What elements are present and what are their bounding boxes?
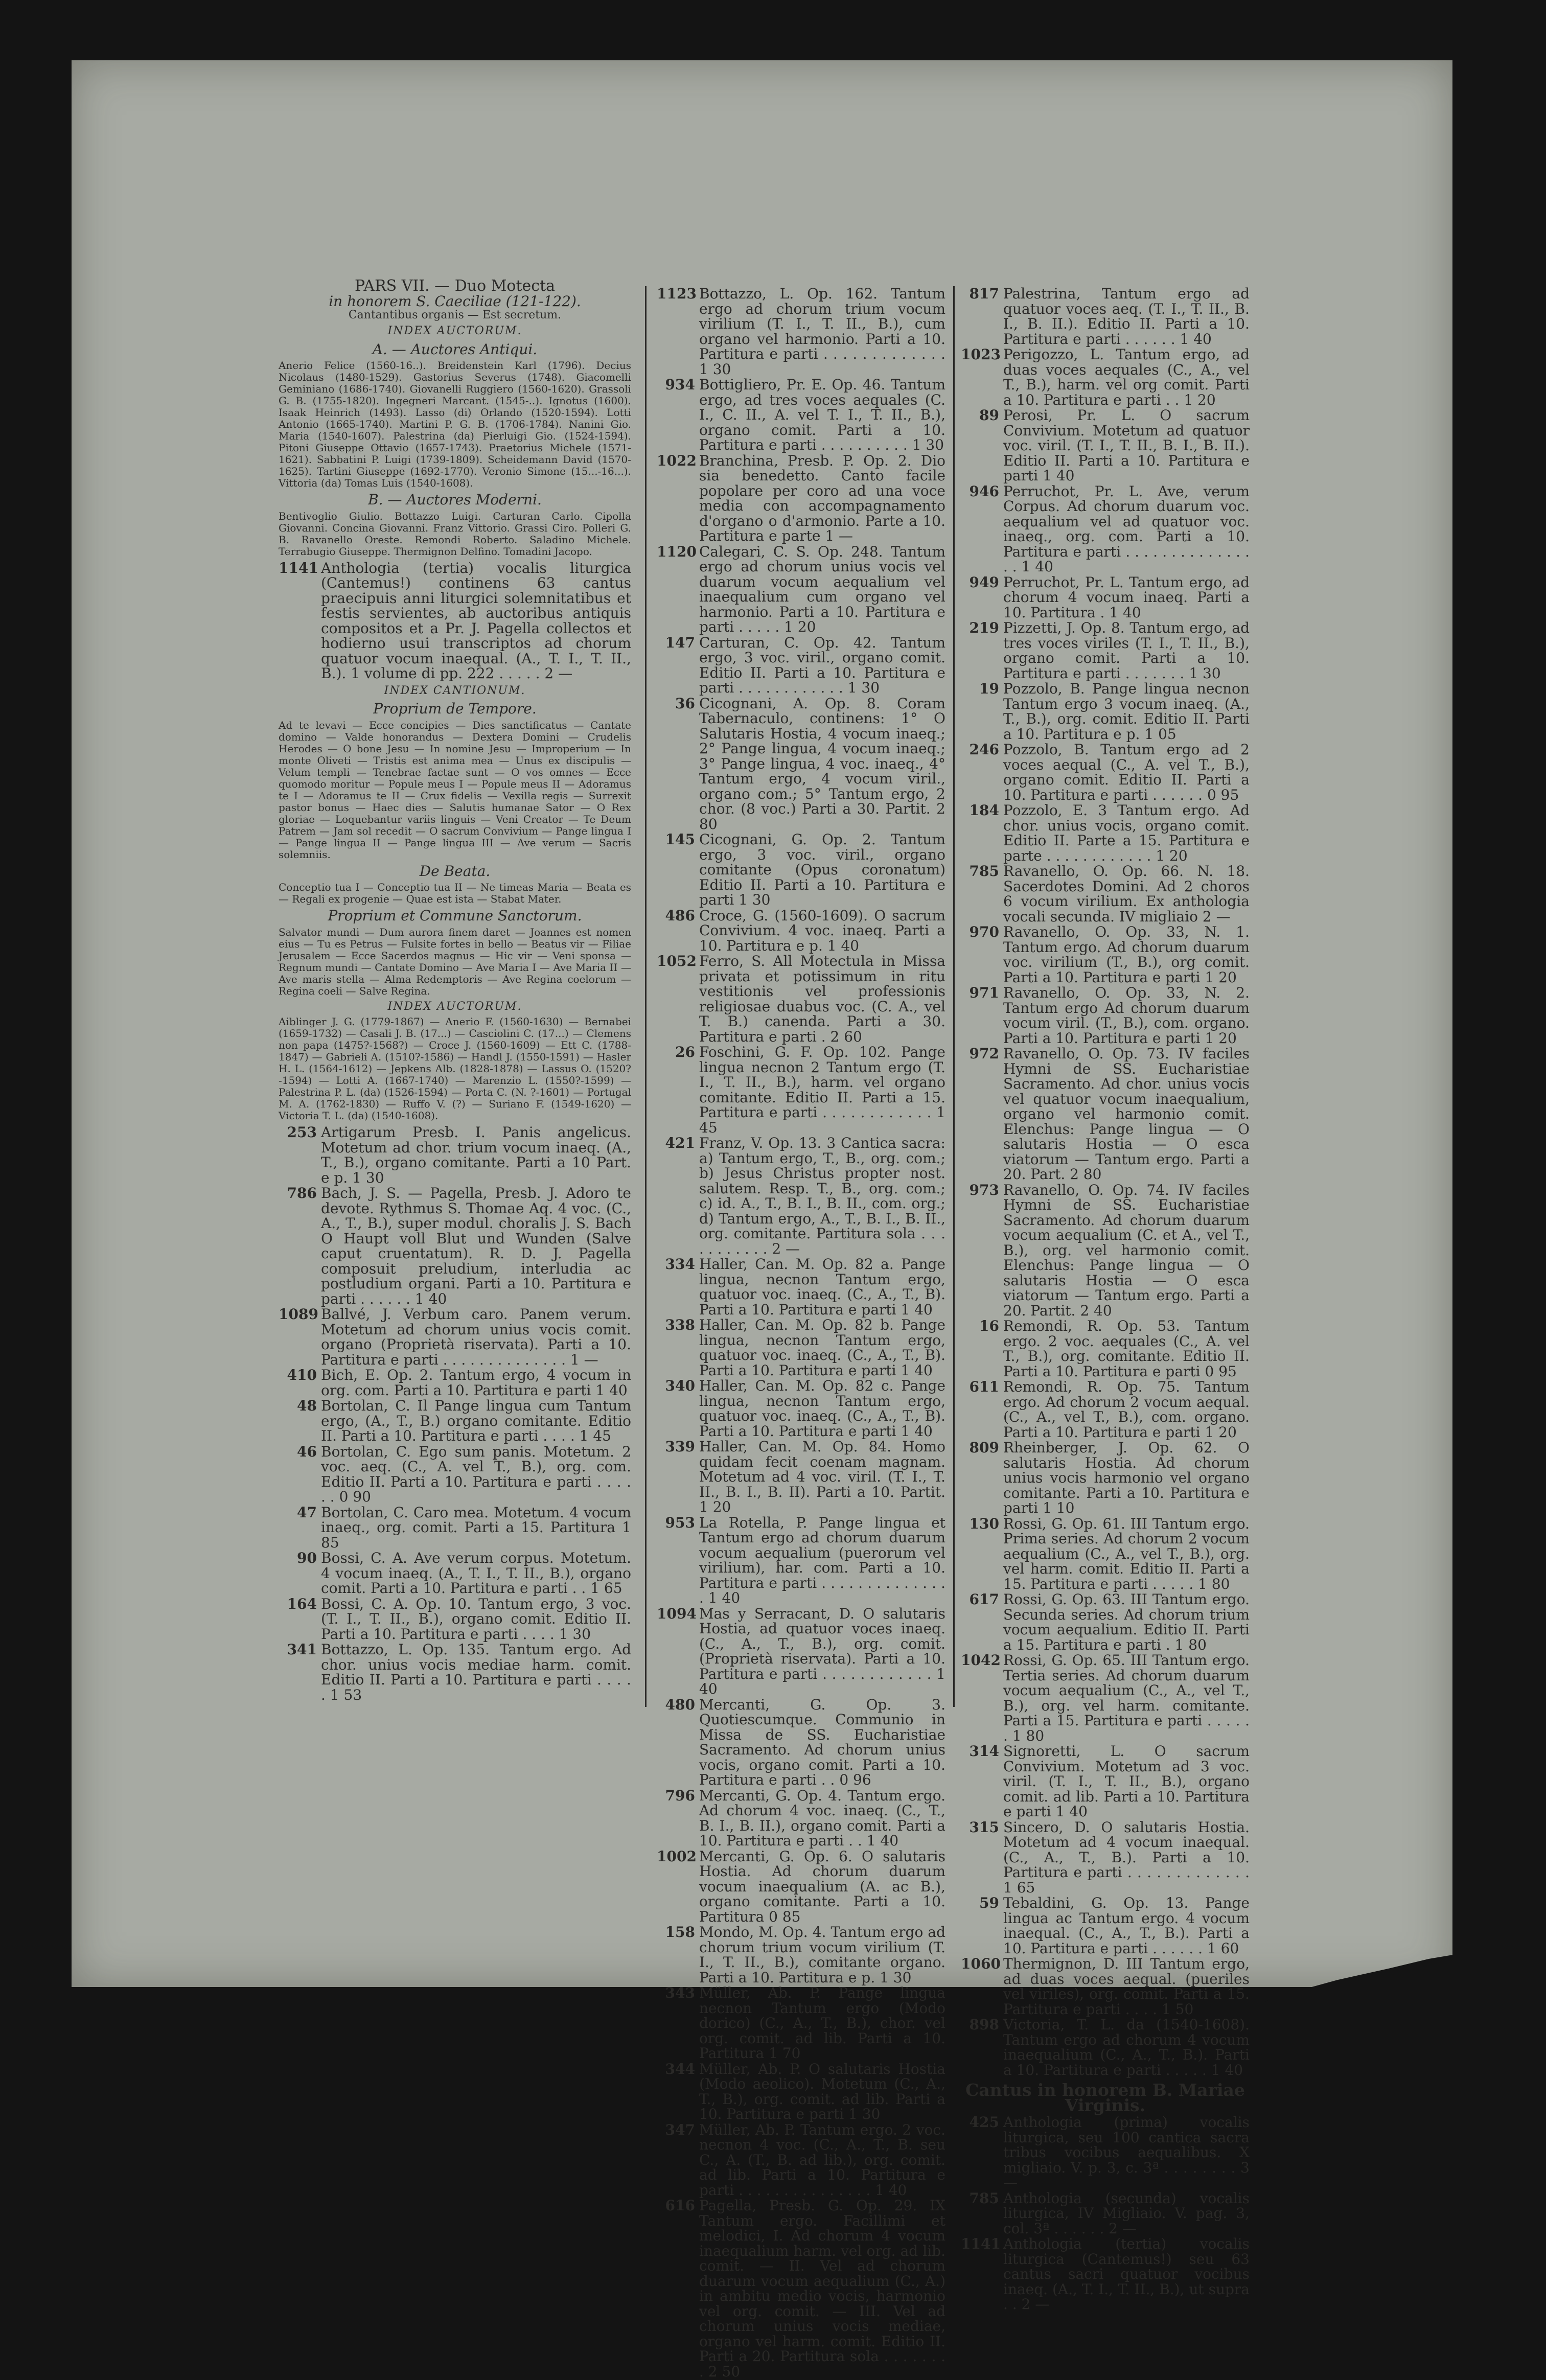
list-item: [961, 1896, 1250, 1956]
list-item: [961, 1440, 1250, 1516]
entry-text: Cicognani, A. Op. 8. Coram Tabernaculo, continens: 1° O Salutaris Hostia, 4 vocum inaeq.; 2° Pange lingua, 4 vocum inaeq.; 3° Pange lingua, 4 voc. inaeq., 4° Tantum ergo, 4 vocum viril., organo com.; 5° Tantum ergo, 2 chor. (8 voc.) Parti a 30. Partit. 2 80: [699, 695, 945, 833]
list-item: [279, 1505, 631, 1551]
catalog-number: 347: [665, 2121, 695, 2138]
entry-text: Bottigliero, Pr. E. Op. 46. Tantum ergo, ad tres voces aequales (C. I., C. II., A. vel T. I., T. II., B.), organo comit. Parti a 10. Partitura e parti . . . . . . . . . . 1 30: [699, 376, 945, 453]
entry-text: Tebaldini, G. Op. 13. Pange lingua ac Tantum ergo. 4 vocum inaequal. (C., A., T., B.). Parti a 10. Partitura e parti . . . . . . 1 60: [1003, 1894, 1250, 1957]
catalog-number: 47: [297, 1504, 317, 1521]
catalog-number: 36: [675, 695, 695, 712]
entry-text: Perruchot, Pr. L. Tantum ergo, ad chorum 4 vocum inaeq. Parti a 10. Partitura . 1 40: [1003, 573, 1250, 621]
list-item: [961, 2017, 1250, 2077]
catalog-number: 934: [665, 376, 695, 393]
entry-text: Cicognani, G. Op. 2. Tantum ergo, 3 voc. viril., organo comitante (Opus coronatum) Editio II. Parti a 10. Partitura e parti 1 30: [699, 831, 945, 908]
entry-text: Mercanti, G. Op. 3. Quotiescumque. Communio in Missa de SS. Eucharistiae Sacramento. Ad chorum unius vocis, organo comit. Parti a 10. Partitura e parti . . 0 96: [699, 1696, 945, 1788]
entry-text: Bich, E. Op. 2. Tantum ergo, 4 vocum in org. com. Parti a 10. Partitura e parti 1 40: [321, 1367, 631, 1399]
list-item: [657, 1378, 945, 1439]
catalog-number: 158: [665, 1924, 695, 1940]
list-item: [657, 1788, 945, 1848]
catalog-number: 616: [665, 2197, 695, 2214]
col3-entry-list: [961, 286, 1250, 2077]
entry-text: Bossi, C. A. Op. 10. Tantum ergo, 3 voc. (T. I., T. II., B.), organo comit. Editio II. Parti a 10. Partitura e parti . . . . 1 30: [321, 1595, 631, 1643]
catalog-number: 314: [969, 1743, 999, 1760]
entry-text: Bottazzo, L. Op. 162. Tantum ergo ad chorum trium vocum virilium (T. I., T. II., B.), cum organo vel harmonio. Parti a 10. Partitura e parti . . . . . . . . . . . . . 1 30: [699, 285, 945, 378]
catalog-number: 617: [969, 1591, 999, 1608]
list-item: [279, 1444, 631, 1505]
auctores-antiqui-list: Anerio Felice (1560-16..). Breidenstein Karl (1796). Decius Nicolaus (1480-1529). Gastorius Severus (1748). Giacomelli Geminiano (1686-1740). Giovanelli Ruggiero (1560-1620). Grassoli G. B. (1755-1820). Ingegneri Marcant. (1545-..). Ignotus (1600). Isaak Heinrich (1493). Lasso (di) Orlando (1520-1594). Lotti Antonio (1665-1740). Martini P. G. B. (1706-1784). Nanini Gio. Maria (1540-1607). Palestrina (da) Pierluigi Gio. (1524-1594). Pitoni Giuseppe Ottavio (1657-1743). Praetorius Michele (1571-1621). Sabbatini P. Luigi (1739-1809). Scheidemann David (1570-1625). Tartini Giuseppe (1692-1770). Veronio Simone (15...-16...). Vittoria (da) Tomas Luis (1540-1608).: [279, 359, 631, 489]
entry-text: Palestrina, Tantum ergo ad quatuor voces aeq. (T. I., T. II., B. I., B. II.). Editio II. Parti a 10. Partitura e parti . . . . . . 1 40: [1003, 285, 1250, 348]
list-item: [657, 1925, 945, 1985]
catalog-number: 334: [665, 1256, 695, 1273]
catalog-number: 340: [665, 1377, 695, 1394]
entry-text: Croce, G. (1560-1609). O sacrum Convivium. 4 voc. inaeq. Parti a 10. Partitura e p. 1 40: [699, 907, 945, 954]
catalog-number: 817: [969, 285, 999, 302]
list-item: [657, 286, 945, 377]
list-item: [279, 1398, 631, 1444]
entry-text: Pozzolo, E. 3 Tantum ergo. Ad chor. unius vocis, organo comit. Editio II. Parte a 15. Partitura e parte . . . . . . . . . . . . 1 20: [1003, 802, 1250, 864]
entry-text: Branchina, Presb. P. Op. 2. Dio sia benedetto. Canto facile popolare per coro ad una voce media con accompagnamento d'organo o d'armonio. Parte a 10. Partitura e parte 1 —: [699, 452, 945, 544]
catalog-number: 1060: [961, 1955, 1001, 1972]
catalog-number: 973: [969, 1181, 999, 1198]
entry-text: Anthologia (prima) vocalis liturgica, seu 100 cantica sacra tribus vocibus aequalibus. X migliaio. V. p. 3, c. 3ª . . . . . . . . 3 —: [1003, 2114, 1250, 2191]
catalog-number: 1141: [279, 559, 318, 576]
entry-text: Thermignon, D. III Tantum ergo, ad duas voces aequal. (pueriles vel viriles), org. comit. Parti a 15. Partitura e parti . . . . 1 50: [1003, 1955, 1250, 2018]
list-item: [961, 1319, 1250, 1379]
mariae-entry-list: [961, 2115, 1250, 2312]
catalog-number: 949: [969, 573, 999, 591]
index-auctorum2-title: INDEX AUCTORUM.: [387, 1000, 522, 1013]
catalog-number: 147: [665, 634, 695, 651]
entry-text: Carturan, C. Op. 42. Tantum ergo, 3 voc. viril., organo comit. Editio II. Parti a 10. Partitura e parti . . . . . . . . . . . . 1 30: [699, 634, 945, 696]
catalog-number: 219: [969, 619, 999, 636]
entry-text: Remondi, R. Op. 75. Tantum ergo. Ad chorum 2 vocum aequal. (C., A., vel T., B.), com. organo. Parti a 10. Partitura e parti 1 20: [1003, 1378, 1250, 1441]
list-item: [961, 1046, 1250, 1182]
auctores-antiqui-title: A. — Auctores Antiqui.: [372, 340, 538, 358]
list-item: [657, 544, 945, 635]
catalog-number: 425: [969, 2114, 999, 2131]
catalog-number: 16: [979, 1318, 999, 1334]
index-cantionum-title: INDEX CANTIONUM.: [384, 684, 526, 697]
list-item: [961, 864, 1250, 924]
list-item: [961, 1183, 1250, 1319]
list-item: [961, 2115, 1250, 2190]
entry-text: Remondi, R. Op. 53. Tantum ergo. 2 voc. aequales (C., A. vel T., B.), org. comitante. Editio II. Parti a 10. Partitura e parti 0 95: [1003, 1318, 1250, 1380]
entry-text: Haller, Can. M. Op. 82 c. Pange lingua, necnon Tantum ergo, quatuor voc. inaeq. (C., A., T., B). Parti a 10. Partitura e parti 1 40: [699, 1377, 945, 1440]
catalog-number: 338: [665, 1316, 695, 1333]
list-item: [279, 1597, 631, 1642]
entry-text: Haller, Can. M. Op. 82 b. Pange lingua, necnon Tantum ergo, quatuor voc. inaeq. (C., A., T., B). Parti a 10. Partitura e parti 1 40: [699, 1316, 945, 1379]
catalog-number: 785: [969, 2189, 999, 2207]
list-item: [657, 2122, 945, 2198]
entry-text: Victoria, T. L. da (1540-1608). Tantum ergo ad chorum 4 vocum inaequalium (C., A., T., B.). Parti a 10. Partitura e parti . . . . . 1 40: [1003, 2016, 1250, 2078]
catalog-number: 339: [665, 1438, 695, 1455]
list-item: [961, 1516, 1250, 1592]
entry-text: Ravanello, O. Op. 33, N. 2. Tantum ergo Ad chorum duarum vocum viril. (T., B.), com. organo. Parti a 10. Partitura e parti 1 20: [1003, 984, 1250, 1047]
list-item: [657, 1985, 945, 2061]
entry-text: Pizzetti, J. Op. 8. Tantum ergo, ad tres voces viriles (T. I., T. II., B.), organo comit. Parti a 10. Partitura e parti . . . . . . . 1 30: [1003, 619, 1250, 682]
entry-text: Mercanti, G. Op. 4. Tantum ergo. Ad chorum 4 voc. inaeq. (C., T., B. I., B. II.), organo comit. Parti a 10. Partitura e parti . . 1 40: [699, 1787, 945, 1849]
catalog-number: 184: [969, 802, 999, 819]
entry-text: Haller, Can. M. Op. 82 a. Pange lingua, necnon Tantum ergo, quatuor voc. inaeq. (C., A., T., B). Parti a 10. Partitura e parti 1 40: [699, 1256, 945, 1318]
catalog-number: 1089: [279, 1306, 318, 1323]
column-rule-1: [645, 286, 647, 1707]
column-rule-2: [953, 286, 955, 1707]
entry-text: Pozzolo, B. Pange lingua necnon Tantum ergo 3 vocum inaeq. (A., T., B.), org. comit. Editio II. Parti a 10. Partitura e p. 1 05: [1003, 680, 1250, 743]
catalog-number: 90: [297, 1550, 317, 1566]
entry-text: La Rotella, P. Pange lingua et Tantum ergo ad chorum duarum vocum aequalium (puerorum vel virilium), har. com. Parti a 10. Partitura e parti . . . . . . . . . . . . . . . 1 40: [699, 1514, 945, 1606]
catalog-number: 972: [969, 1045, 999, 1062]
list-item: [961, 2236, 1250, 2312]
catalog-number: 341: [287, 1641, 317, 1658]
catalog-number: 343: [665, 1984, 695, 2001]
catalog-number: 48: [297, 1397, 317, 1414]
list-item: [657, 1257, 945, 1317]
list-item: [657, 908, 945, 954]
catalog-number: 970: [969, 923, 999, 940]
entry-text: Pagella, Presb. G. Op. 29. IX Tantum ergo. Facillimi et melodici, I. Ad chorum 4 vocum inaequalium harm. vel org. ad lib. comit. — II. Vel ad chorum duarum vocum aequalium (C., A.) in ambitu medio vocis, harmonio vel org. comit. — III. Vel ad chorum unius vocis mediae, organo vel harm. comit. Editio II. Parti a 20. Partitura sola . . . . . . . . 2 50: [699, 2197, 945, 2380]
entry-text: Mercanti, G. Op. 6. O salutaris Hostia. Ad chorum duarum vocum inaequalium (A. ac B.), organo comitante. Parti a 10. Partitura 0 85: [699, 1847, 945, 1925]
catalog-number: 253: [287, 1124, 317, 1141]
list-item: [657, 1515, 945, 1606]
entry-text: Foschini, G. F. Op. 102. Pange lingua necnon 2 Tantum ergo (T. I., T. II., B.), harm. vel organo comitante. Editio II. Parti a 15. Partitura e parti . . . . . . . . . . . . 1 45: [699, 1044, 945, 1136]
catalog-number: 145: [665, 831, 695, 848]
catalog-number: 1042: [961, 1652, 1001, 1669]
list-item: [279, 1125, 631, 1185]
list-item: [657, 1606, 945, 1697]
entry-text: Bortolan, C. Ego sum panis. Motetum. 2 voc. aeq. (C., A. vel T., B.), org. com. Editio II. Parti a 10. Partitura e parti . . . . . . 0 90: [321, 1443, 631, 1505]
entry-text: Rossi, G. Op. 61. III Tantum ergo. Prima series. Ad chorum 2 vocum aequalium (C., A., vel T., B.), org. vel harm. comit. Editio II. Parti a 15. Partitura e parti . . . . . 1 80: [1003, 1515, 1250, 1592]
list-item: [657, 1318, 945, 1378]
list-item: [961, 347, 1250, 407]
catalog-number: 1120: [657, 543, 697, 560]
entry-text: Bach, J. S. — Pagella, Presb. J. Adoro te devote. Rythmus S. Thomae Aq. 4 voc. (C., A., T., B.), super modul. choralis J. S. Bach O Haupt voll Blut und Wunden (Salve caput cruentatum). R. D. J. Pagella composuit preludium, interludia ac postludium organi. Parti a 10. Partitura e parti . . . . . . 1 40: [321, 1185, 631, 1307]
list-item: [657, 2062, 945, 2122]
entry-text: Müller, Ab. P. Pange lingua necnon Tantum ergo (Modo dorico) (C., A., T., B.), chor. vel org. comit. ad lib. Parti a 10. Partitura 1 70: [699, 1984, 945, 2062]
list-item: [961, 2191, 1250, 2236]
catalog-number: 46: [297, 1443, 317, 1460]
list-item: [657, 2198, 945, 2379]
list-item: [961, 985, 1250, 1046]
catalog-number: 611: [969, 1378, 999, 1395]
entry-text: Ballvé, J. Verbum caro. Panem verum. Motetum ad chorum unius vocis comit. organo (Proprietà riservata). Parti a 10. Partitura e parti . . . . . . . . . . . . . . 1 —: [321, 1306, 631, 1368]
catalog-number: 785: [969, 863, 999, 880]
list-item: [657, 1045, 945, 1135]
auctorum2-list: Aiblinger J. G. (1779-1867) — Anerio F. (1560-1630) — Bernabei (1659-1732) — Casali J. B. (17...) — Casciolini C. (17...) — Clemens non papa (1475?-1568?) — Croce J. (1560-1609) — Ett C. (1788-1847) — Gabrieli A. (1510?-1586) — Handl J. (1550-1591) — Hasler H. L. (1564-1612) — Jepkens Alb. (1828-1878) — Lassus O. (1520?-1594) — Lotti A. (1667-1740) — Marenzio L. (1550?-1599) — Palestrina P. L. (da) (1526-1594) — Porta C. (N. ?-1601) — Portugal M. A. (1762-1830) — Ruffo V. (?) — Suriano F. (1549-1620) — Victoria T. L. (da) (1540-1608).: [279, 1015, 631, 1122]
catalog-number: 1023: [961, 346, 1001, 363]
list-item: [961, 681, 1250, 742]
catalog-number: 953: [665, 1514, 695, 1531]
catalog-number: 315: [969, 1818, 999, 1836]
beata-list: Conceptio tua I — Conceptio tua II — Ne timeas Maria — Beata es — Regali ex progenie — Quae est ista — Stabat Mater.: [279, 881, 631, 905]
entry-text: Pozzolo, B. Tantum ergo ad 2 voces aequal (C., A. vel T., B.), organo comit. Editio II. Parti a 10. Partitura e parti . . . . . . 0 95: [1003, 741, 1250, 803]
mariae-section-title: Cantus in honorem B. Mariae Virginis.: [965, 2080, 1245, 2115]
entry-text: Müller, Ab. P. Tantum ergo. 2 voc. necnon 4 voc. (C., A., T., B. seu C., A. (T., B. ad lib.), org. comit. ad lib. Parti a 10. Partitura e parti . . . . . . . . . . . . . . . 1 40: [699, 2121, 945, 2199]
entry-text: Bottazzo, L. Op. 135. Tantum ergo. Ad chor. unius vocis mediae harm. comit. Editio II. Parti a 10. Partitura e parti . . . . . 1 53: [321, 1641, 631, 1703]
entry-text: Bossi, C. A. Ave verum corpus. Motetum. 4 vocum inaeq. (A., T. I., T. II., B.), organo comit. Parti a 10. Partitura e parti . . 1 65: [321, 1550, 631, 1597]
entry-text: Ferro, S. All Motectula in Missa privata et potissimum in ritu vestitionis vel professionis religiosae duabus voc. (C. A., vel T. B.) canenda. Parti a 30. Partitura e parti . 2 60: [699, 953, 945, 1045]
catalog-number: 1094: [657, 1605, 697, 1622]
list-item: [279, 561, 631, 681]
list-item: [657, 377, 945, 453]
entry-text: Anthologia (secunda) vocalis liturgica, IV Migliaio. V. pag. 3, col. 3ª . . . . . . 2 —: [1003, 2189, 1250, 2237]
catalog-number: 898: [969, 2016, 999, 2033]
column-1: [279, 279, 631, 1703]
catalog-number: 809: [969, 1439, 999, 1456]
catalog-number: 946: [969, 482, 999, 500]
list-item: [279, 1186, 631, 1306]
entry-text: Perruchot, Pr. L. Ave, verum Corpus. Ad chorum duarum voc. aequalium vel ad quatuor voc. inaeq., org. com. Parti a 10. Partitura e parti . . . . . . . . . . . . . . . . 1 40: [1003, 482, 1250, 575]
list-item: [961, 803, 1250, 863]
entry-text: Artigarum Presb. I. Panis angelicus. Motetum ad chor. trium vocum inaeq. (A., T., B.), organo comitante. Parti a 10 Part. e p. 1 30: [321, 1124, 631, 1186]
catalog-number: 1141: [961, 2235, 1001, 2252]
entry-text: Signoretti, L. O sacrum Convivium. Motetum ad 3 voc. viril. (T. I., T. II., B.), organo comit. ad lib. Parti a 10. Partitura e parti 1 40: [1003, 1743, 1250, 1820]
proprium-sanctorum-title: Proprium et Commune Sanctorum.: [328, 907, 582, 924]
tempore-list: Ad te levavi — Ecce concipies — Dies sanctificatus — Cantate domino — Valde honorandus — Dextera Domini — Crudelis Herodes — O bone Jesu — In nomine Jesu — Improperium — In monte Oliveti — Tristis est anima mea — Unus ex discipulis — Velum templi — Tenebrae factae sunt — O vos omnes — Ecce quomodo moritur — Popule meus I — Popule meus II — Adoramus te I — Adoramus te II — Crux fidelis — Vexilla regis — Surrexit pastor bonus — Haec dies — Salutis humanae Sator — O Rex gloriae — Loquebantur variis linguis — Veni Creator — Te Deum Patrem — Jam sol recedit — O sacrum Convivium — Pange lingua I — Pange lingua II — Pange lingua III — Ave verum — Sacris solemniis.: [279, 719, 631, 861]
entry-text: Perigozzo, L. Tantum ergo, ad duas voces aequales (C., A., vel T., B.), harm. vel org comit. Parti a 10. Partitura e parti . . 1 20: [1003, 346, 1250, 408]
entry-text: Ravanello, O. Op. 66. N. 18. Sacerdotes Domini. Ad 2 choros 6 vocum virilium. Ex anthologia vocali secunda. IV migliaio 2 —: [1003, 863, 1250, 925]
list-item: [657, 1849, 945, 1925]
entry-text: Rheinberger, J. Op. 62. O salutaris Hostia. Ad chorum unius vocis harmonio vel organo comitante. Parti a 10. Partitura e parti 1 10: [1003, 1439, 1250, 1516]
list-item: [961, 1379, 1250, 1440]
catalog-number: 486: [665, 907, 695, 924]
list-item: [961, 1653, 1250, 1743]
catalog-number: 19: [979, 680, 999, 697]
entry-text: Sincero, D. O salutaris Hostia. Motetum ad 4 vocum inaequal. (C., A., T., B.). Parti a 10. Partitura e parti . . . . . . . . . . . . . 1 65: [1003, 1818, 1250, 1896]
entry-text: Calegari, C. S. Op. 248. Tantum ergo ad chorum unius vocis vel duarum vocum aequalium vel inaequalium cum organo vel harmonio. Parti a 10. Partitura e parti . . . . . 1 20: [699, 543, 945, 635]
cantantibus-line: Cantantibus organis — Est secretum.: [348, 309, 562, 321]
entry-text: Mas y Serracant, D. O salutaris Hostia, ad quatuor voces inaeq. (C., A., T., B.), org. comit. (Proprietà riservata). Parti a 10. Partitura e parti . . . . . . . . . . . . 1 40: [699, 1605, 945, 1697]
catalog-number: 786: [287, 1185, 317, 1201]
entry-text: Perosi, Pr. L. O sacrum Convivium. Motetum ad quatuor voc. viril. (T. I., T. II., B. I., B. II.). Editio II. Parti a 10. Partitura e parti 1 40: [1003, 407, 1250, 484]
catalog-number: 164: [287, 1595, 317, 1612]
list-item: [657, 1136, 945, 1256]
catalog-number: 421: [665, 1135, 695, 1151]
catalog-number: 410: [287, 1367, 317, 1383]
catalog-number: 1002: [657, 1847, 697, 1865]
list-item: [961, 1820, 1250, 1896]
entry-text: Haller, Can. M. Op. 84. Homo quidam fecit coenam magnam. Motetum ad 4 voc. viril. (T. I., T. II., B. I., B. II). Parti a 10. Partit. 1 20: [699, 1438, 945, 1515]
column-3: [961, 286, 1250, 2313]
list-item: [279, 1368, 631, 1398]
list-item: [961, 742, 1250, 802]
list-item: [657, 696, 945, 832]
catalog-number: 1123: [657, 285, 697, 302]
proprium-tempore-title: Proprium de Tempore.: [373, 700, 537, 717]
catalog-number: 246: [969, 741, 999, 758]
entry-text: Mondo, M. Op. 4. Tantum ergo ad chorum trium vocum virilium (T. I., T. II., B.), comitante organo. Parti a 10. Partitura e p. 1 30: [699, 1924, 945, 1986]
catalog-number: 796: [665, 1787, 695, 1804]
list-item: [961, 1744, 1250, 1819]
list-item: [657, 1439, 945, 1515]
list-item: [657, 453, 945, 544]
col1-entry-list: [279, 1125, 631, 1702]
list-item: [657, 954, 945, 1044]
entry-text: Ravanello, O. Op. 73. IV faciles Hymni de SS. Eucharistiae Sacramento. Ad chor. unius vocis vel quatuor vocum inaequalium, organo vel harmonio comit. Elenchus: Pange lingua — O salutaris Hostia — O esca viatorum — Tantum ergo. Parti a 20. Part. 2 80: [1003, 1045, 1250, 1183]
catalog-number: 59: [979, 1894, 999, 1911]
list-item: [657, 1697, 945, 1788]
list-item: [279, 1307, 631, 1367]
col2-entry-list: [657, 286, 945, 2379]
entry-text: Rossi, G. Op. 63. III Tantum ergo. Secunda series. Ad chorum trium vocum aequalium. Editio II. Parti a 15. Partitura e parti . 1 80: [1003, 1591, 1250, 1653]
index-auctorum-title: INDEX AUCTORUM.: [387, 325, 522, 337]
de-beata-title: De Beata.: [419, 862, 491, 880]
catalog-number: 344: [665, 2060, 695, 2077]
entry-text: Ravanello, O. Op. 33, N. 1. Tantum ergo. Ad chorum duarum voc. virilium (T., B.), org comit. Parti a 10. Partitura e parti 1 20: [1003, 923, 1250, 986]
entry-text: Franz, V. Op. 13. 3 Cantica sacra: a) Tantum ergo, T., B., org. com.; b) Jesus Christus propter nost. salutem. Resp. T., B., org. com.; c) id. A., T., B. I., B. II., com. org.; d) Tantum ergo, A., T., B. I., B. II., org. comitante. Partitura sola . . . . . . . . . . . 2 —: [699, 1135, 945, 1257]
list-item: [961, 286, 1250, 346]
list-item: [961, 1592, 1250, 1652]
auctores-moderni-title: B. — Auctores Moderni.: [368, 491, 542, 508]
list-item: [961, 1956, 1250, 2017]
catalog-number: 480: [665, 1696, 695, 1713]
catalog-number: 1022: [657, 452, 697, 469]
list-item: [657, 832, 945, 908]
catalog-number: 1052: [657, 953, 697, 969]
entry-text: Rossi, G. Op. 65. III Tantum ergo. Tertia series. Ad chorum duarum vocum aequalium (C., A., vel T., B.), org. vel harm. comitante. Parti a 15. Partitura e parti . . . . . . 1 80: [1003, 1652, 1250, 1744]
entry-text: Anthologia (tertia) vocalis liturgica (Cantemus!) continens 63 cantus praecipuis anni liturgici solemnitatibus et festis servientes, ab auctoribus antiquis compositos et a Pr. J. Pagella collectos et hodierno usui transcriptos ad chorum quatuor vocum inaequal. (A., T. I., T. II., B.). 1 volume di pp. 222 . . . . . 2 —: [321, 559, 631, 682]
list-item: [961, 620, 1250, 681]
catalog-number: 89: [979, 407, 999, 424]
honorem-heading: in honorem S. Caeciliae (121-122).: [329, 292, 581, 310]
pars-heading: PARS VII. — Duo Motecta: [354, 277, 556, 295]
catalog-number: 26: [675, 1044, 695, 1060]
entry-text: Anthologia (tertia) vocalis liturgica (Cantemus!) seu 63 cantus sacri quatuor vocibus inaeq. (A., T. I., T. II., B.), ut supra . . 2 —: [1003, 2235, 1250, 2313]
list-item: [279, 1642, 631, 1702]
entry-text: Ravanello, O. Op. 74. IV faciles Hymni de SS. Eucharistiae Sacramento. Ad chorum duarum vocum aequalium (C. et A., vel T., B.), org. vel harmonio comit. Elenchus: Pange lingua — O salutaris Hostia — O esca viatorum — Tantum ergo. Parti a 20. Partit. 2 40: [1003, 1181, 1250, 1319]
column-2: [657, 286, 945, 2379]
list-item: [961, 925, 1250, 985]
list-item: [657, 635, 945, 696]
sanctorum-list: Salvator mundi — Dum aurora finem daret — Joannes est nomen eius — Tu es Petrus — Fulsite fortes in bello — Beatus vir — Filiae Jerusalem — Ecce Sacerdos magnus — Hic vir — Veni sponsa — Regnum mundi — Cantate Domino — Ave Maria I — Ave Maria II — Ave maris stella — Alma Redemptoris — Ave Regina coelorum — Regina coeli — Salve Regina.: [279, 926, 631, 997]
list-item: [961, 575, 1250, 620]
list-item: [961, 484, 1250, 574]
entry-text: Bortolan, C. Caro mea. Motetum. 4 vocum inaeq., org. comit. Parti a 15. Partitura 1 85: [321, 1504, 631, 1551]
catalog-number: 971: [969, 984, 999, 1001]
catalog-number: 130: [969, 1515, 999, 1532]
entry-text: Müller, Ab. P. O salutaris Hostia (Modo aeolico). Motetum (C., A., T., B.), org. comit. ad lib. Parti a 10. Partitura e parti 1 30: [699, 2060, 945, 2122]
list-item: [961, 408, 1250, 483]
list-item: [279, 1551, 631, 1596]
entry-text: Bortolan, C. Il Pange lingua cum Tantum ergo, (A., T., B.) organo comitante. Editio II. Parti a 10. Partitura e parti . . . . 1 45: [321, 1397, 631, 1444]
auctores-moderni-list: Bentivoglio Giulio. Bottazzo Luigi. Carturan Carlo. Cipolla Giovanni. Concina Giovanni. Franz Vittorio. Grassi Ciro. Polleri G. B. Ravanello Oreste. Remondi Roberto. Saladino Michele. Terrabugio Giuseppe. Thermignon Delfino. Tomadini Jacopo.: [279, 510, 631, 558]
